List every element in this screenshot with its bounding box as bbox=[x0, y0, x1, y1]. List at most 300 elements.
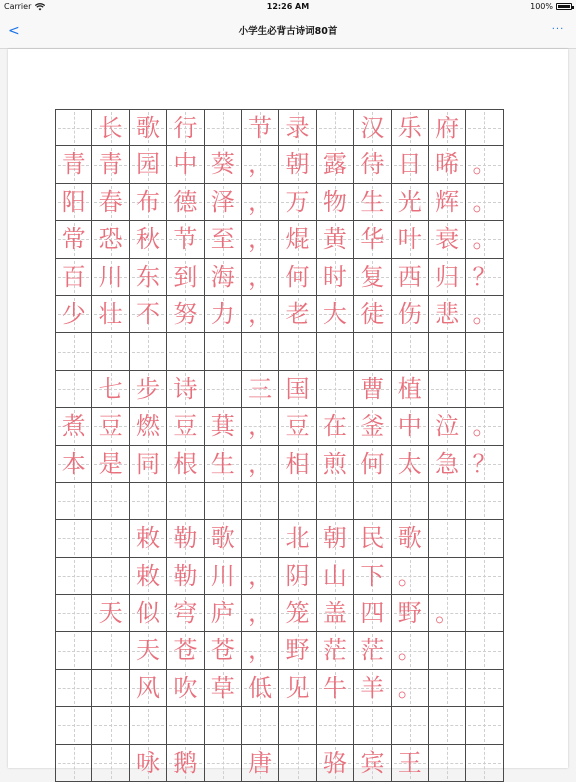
grid-cell bbox=[205, 520, 242, 557]
practice-sheet[interactable] bbox=[8, 49, 568, 777]
cell-character: 青 bbox=[98, 150, 123, 179]
grid-cell bbox=[317, 259, 354, 296]
grid-cell bbox=[92, 595, 129, 632]
grid-cell bbox=[429, 558, 466, 595]
grid-cell bbox=[429, 745, 466, 782]
cell-character: 野 bbox=[397, 599, 422, 628]
carrier-label: Carrier bbox=[4, 2, 32, 11]
cell-character: 恐 bbox=[98, 225, 123, 254]
cell-character: 物 bbox=[322, 187, 347, 216]
cell-character: 急 bbox=[435, 449, 460, 478]
grid-cell bbox=[92, 707, 129, 744]
grid-cell bbox=[466, 446, 503, 483]
grid-cell bbox=[354, 146, 391, 183]
grid-cell bbox=[317, 745, 354, 782]
grid-cell bbox=[354, 371, 391, 408]
cell-character: 光 bbox=[397, 187, 422, 216]
cell-character: 朝 bbox=[285, 150, 310, 179]
grid-cell bbox=[354, 408, 391, 445]
grid-cell bbox=[392, 146, 429, 183]
grid-cell bbox=[92, 446, 129, 483]
grid-cell bbox=[205, 408, 242, 445]
cell-character: 生 bbox=[360, 187, 385, 216]
cell-character: 煮 bbox=[61, 412, 86, 441]
cell-character: 勒 bbox=[173, 524, 198, 553]
grid-cell bbox=[167, 221, 204, 258]
cell-character: 老 bbox=[285, 299, 310, 328]
cell-character: 川 bbox=[210, 561, 235, 590]
cell-character: 春 bbox=[98, 187, 123, 216]
grid-cell bbox=[242, 632, 279, 669]
cell-character: 同 bbox=[135, 449, 160, 478]
cell-character: 煎 bbox=[322, 449, 347, 478]
grid-cell bbox=[92, 371, 129, 408]
cell-character: ， bbox=[248, 599, 273, 628]
cell-character: 民 bbox=[360, 524, 385, 553]
grid-cell bbox=[167, 408, 204, 445]
grid-cell bbox=[242, 109, 279, 146]
grid-cell bbox=[55, 707, 92, 744]
grid-cell bbox=[429, 259, 466, 296]
grid-cell bbox=[392, 259, 429, 296]
grid-cell bbox=[92, 259, 129, 296]
cell-character: ？ bbox=[472, 262, 497, 291]
grid-cell bbox=[130, 520, 167, 557]
grid-cell bbox=[429, 371, 466, 408]
grid-cell bbox=[429, 184, 466, 221]
grid-cell bbox=[130, 333, 167, 370]
grid-cell bbox=[130, 558, 167, 595]
cell-character: 唐 bbox=[248, 748, 273, 777]
cell-character: 燃 bbox=[135, 412, 160, 441]
grid-cell bbox=[242, 221, 279, 258]
status-time: 12:26 AM bbox=[266, 2, 310, 11]
cell-character: 国 bbox=[285, 374, 310, 403]
grid-cell bbox=[205, 595, 242, 632]
cell-character: 本 bbox=[61, 449, 86, 478]
cell-character: 歌 bbox=[135, 114, 160, 142]
cell-character: 苍 bbox=[173, 636, 198, 665]
cell-character: 天 bbox=[135, 636, 160, 665]
grid-cell bbox=[55, 109, 92, 146]
grid-cell bbox=[55, 520, 92, 557]
grid-cell bbox=[92, 670, 129, 707]
grid-cell bbox=[392, 446, 429, 483]
grid-cell bbox=[167, 296, 204, 333]
cell-character: 见 bbox=[285, 673, 310, 702]
grid-cell bbox=[242, 259, 279, 296]
grid-cell bbox=[92, 745, 129, 782]
grid-cell bbox=[317, 296, 354, 333]
cell-character: 悲 bbox=[435, 299, 460, 328]
grid-cell bbox=[130, 109, 167, 146]
grid-cell bbox=[55, 745, 92, 782]
cell-character: 伤 bbox=[397, 299, 422, 328]
grid-cell bbox=[279, 446, 316, 483]
cell-character: 草 bbox=[210, 673, 235, 702]
cell-character: ， bbox=[248, 449, 273, 478]
grid-cell bbox=[130, 595, 167, 632]
cell-character: 大 bbox=[322, 299, 347, 328]
grid-cell bbox=[130, 632, 167, 669]
cell-character: 。 bbox=[472, 299, 497, 328]
grid-cell bbox=[317, 184, 354, 221]
grid-cell bbox=[167, 670, 204, 707]
cell-character: ， bbox=[248, 561, 273, 590]
cell-character: 百 bbox=[61, 262, 86, 291]
grid-cell bbox=[167, 707, 204, 744]
grid-cell bbox=[466, 707, 503, 744]
calligraphy-grid bbox=[55, 109, 504, 782]
grid-cell bbox=[55, 446, 92, 483]
grid-cell bbox=[279, 221, 316, 258]
grid-cell bbox=[130, 221, 167, 258]
grid-cell bbox=[130, 670, 167, 707]
grid-cell bbox=[392, 595, 429, 632]
grid-cell bbox=[242, 333, 279, 370]
grid-cell bbox=[317, 632, 354, 669]
cell-character: 府 bbox=[435, 114, 460, 142]
grid-cell bbox=[55, 595, 92, 632]
cell-character: 是 bbox=[98, 449, 123, 478]
cell-character: 万 bbox=[285, 187, 310, 216]
cell-character: 茫 bbox=[360, 636, 385, 665]
grid-cell bbox=[354, 221, 391, 258]
grid-cell bbox=[130, 446, 167, 483]
grid-cell bbox=[167, 632, 204, 669]
cell-character: 行 bbox=[173, 114, 198, 142]
cell-character: 歌 bbox=[397, 524, 422, 553]
grid-cell bbox=[392, 483, 429, 520]
grid-cell bbox=[429, 632, 466, 669]
cell-character: 不 bbox=[135, 299, 160, 328]
cell-character: 时 bbox=[322, 262, 347, 291]
grid-cell bbox=[466, 371, 503, 408]
cell-character: 歌 bbox=[210, 524, 235, 553]
cell-character: 三 bbox=[248, 374, 273, 403]
cell-character: 四 bbox=[360, 599, 385, 628]
grid-cell bbox=[167, 109, 204, 146]
grid-cell bbox=[317, 558, 354, 595]
grid-cell bbox=[466, 333, 503, 370]
grid-cell bbox=[317, 707, 354, 744]
grid-cell bbox=[205, 333, 242, 370]
grid-cell bbox=[242, 296, 279, 333]
grid-cell bbox=[205, 446, 242, 483]
cell-character: 秋 bbox=[135, 225, 160, 254]
cell-character: 。 bbox=[472, 150, 497, 179]
grid-cell bbox=[279, 259, 316, 296]
grid-cell bbox=[167, 371, 204, 408]
grid-cell bbox=[92, 146, 129, 183]
cell-character: 曹 bbox=[360, 374, 385, 403]
grid-cell bbox=[167, 184, 204, 221]
grid-cell bbox=[392, 408, 429, 445]
grid-cell bbox=[167, 333, 204, 370]
grid-cell bbox=[242, 595, 279, 632]
grid-cell bbox=[242, 707, 279, 744]
cell-character: 豆 bbox=[285, 412, 310, 441]
cell-character: 。 bbox=[472, 187, 497, 216]
cell-character: 常 bbox=[61, 225, 86, 254]
grid-cell bbox=[55, 296, 92, 333]
grid-cell bbox=[429, 670, 466, 707]
grid-cell bbox=[466, 483, 503, 520]
cell-character: 阴 bbox=[285, 561, 310, 590]
grid-cell bbox=[354, 483, 391, 520]
cell-character: 天 bbox=[98, 599, 123, 628]
cell-character: 何 bbox=[285, 262, 310, 291]
battery-group bbox=[530, 2, 572, 11]
cell-character: 布 bbox=[135, 187, 160, 216]
grid-cell bbox=[466, 632, 503, 669]
cell-character: 羊 bbox=[360, 673, 385, 702]
grid-cell bbox=[392, 184, 429, 221]
cell-character: 衰 bbox=[435, 225, 460, 254]
cell-character: 海 bbox=[210, 262, 235, 291]
grid-cell bbox=[242, 371, 279, 408]
grid-cell bbox=[354, 109, 391, 146]
cell-character: 归 bbox=[435, 262, 460, 291]
cell-character: 园 bbox=[135, 150, 160, 179]
cell-character: 宾 bbox=[360, 748, 385, 777]
grid-cell bbox=[55, 184, 92, 221]
grid-cell bbox=[55, 221, 92, 258]
grid-cell bbox=[130, 296, 167, 333]
cell-character: 壮 bbox=[98, 299, 123, 328]
grid-cell bbox=[92, 221, 129, 258]
grid-cell bbox=[205, 146, 242, 183]
grid-cell bbox=[92, 333, 129, 370]
cell-character: ， bbox=[248, 187, 273, 216]
grid-cell bbox=[317, 146, 354, 183]
cell-character: 。 bbox=[397, 673, 422, 702]
grid-cell bbox=[55, 483, 92, 520]
cell-character: 笼 bbox=[285, 599, 310, 628]
grid-cell bbox=[392, 296, 429, 333]
grid-cell bbox=[92, 520, 129, 557]
grid-cell bbox=[429, 333, 466, 370]
cell-character: 庐 bbox=[210, 599, 235, 628]
grid-cell bbox=[354, 558, 391, 595]
grid-cell bbox=[392, 221, 429, 258]
grid-cell bbox=[466, 408, 503, 445]
cell-character: 到 bbox=[173, 262, 198, 291]
grid-cell bbox=[205, 670, 242, 707]
grid-cell bbox=[92, 483, 129, 520]
grid-cell bbox=[55, 670, 92, 707]
grid-cell bbox=[429, 483, 466, 520]
cell-character: ， bbox=[248, 150, 273, 179]
more-dots-icon: ··· bbox=[551, 24, 565, 35]
battery-percent: 100% bbox=[530, 2, 553, 11]
back-chevron-icon: < bbox=[8, 23, 20, 39]
grid-cell bbox=[354, 184, 391, 221]
cell-character: 。 bbox=[397, 636, 422, 665]
grid-cell bbox=[317, 109, 354, 146]
cell-character: 生 bbox=[210, 449, 235, 478]
grid-cell bbox=[279, 333, 316, 370]
cell-character: 何 bbox=[360, 449, 385, 478]
cell-character: 骆 bbox=[322, 748, 347, 777]
grid-cell bbox=[279, 184, 316, 221]
cell-character: 青 bbox=[61, 150, 86, 179]
cell-character: ， bbox=[248, 299, 273, 328]
grid-cell bbox=[167, 146, 204, 183]
grid-cell bbox=[92, 408, 129, 445]
cell-character: 诗 bbox=[173, 374, 198, 403]
cell-character: 在 bbox=[322, 412, 347, 441]
grid-cell bbox=[429, 146, 466, 183]
grid-cell bbox=[205, 109, 242, 146]
grid-cell bbox=[205, 632, 242, 669]
cell-character: ， bbox=[248, 412, 273, 441]
grid-cell bbox=[279, 707, 316, 744]
cell-character: 德 bbox=[173, 187, 198, 216]
grid-cell bbox=[242, 483, 279, 520]
navigation-bar bbox=[0, 14, 576, 49]
cell-character: 露 bbox=[322, 150, 347, 179]
cell-character: 北 bbox=[285, 524, 310, 553]
grid-cell bbox=[279, 595, 316, 632]
grid-cell bbox=[167, 558, 204, 595]
grid-cell bbox=[167, 446, 204, 483]
cell-character: 。 bbox=[472, 225, 497, 254]
cell-character: 晞 bbox=[435, 150, 460, 179]
page-title: 小学生必背古诗词80首 bbox=[238, 26, 338, 37]
cell-character: 乐 bbox=[397, 114, 422, 142]
grid-cell bbox=[55, 259, 92, 296]
cell-character: 植 bbox=[397, 374, 422, 403]
grid-cell bbox=[466, 558, 503, 595]
cell-character: 穹 bbox=[173, 599, 198, 628]
cell-character: ？ bbox=[472, 449, 497, 478]
grid-cell bbox=[279, 296, 316, 333]
grid-cell bbox=[167, 259, 204, 296]
grid-cell bbox=[429, 408, 466, 445]
grid-cell bbox=[466, 109, 503, 146]
cell-character: 中 bbox=[173, 150, 198, 179]
grid-cell bbox=[242, 558, 279, 595]
grid-cell bbox=[354, 632, 391, 669]
cell-character: 似 bbox=[135, 599, 160, 628]
cell-character: 盖 bbox=[322, 599, 347, 628]
cell-character: 东 bbox=[135, 262, 160, 291]
grid-cell bbox=[205, 558, 242, 595]
cell-character: 。 bbox=[435, 599, 460, 628]
more-button[interactable] bbox=[548, 22, 568, 40]
grid-cell bbox=[317, 446, 354, 483]
grid-cell bbox=[466, 595, 503, 632]
grid-cell bbox=[317, 670, 354, 707]
cell-character: ， bbox=[248, 262, 273, 291]
grid-cell bbox=[279, 632, 316, 669]
grid-cell bbox=[205, 707, 242, 744]
cell-character: 七 bbox=[98, 374, 123, 403]
grid-cell bbox=[392, 670, 429, 707]
grid-cell bbox=[205, 296, 242, 333]
grid-cell bbox=[205, 483, 242, 520]
grid-cell bbox=[392, 632, 429, 669]
cell-character: ， bbox=[248, 225, 273, 254]
grid-cell bbox=[466, 296, 503, 333]
grid-cell bbox=[354, 670, 391, 707]
cell-character: 中 bbox=[397, 412, 422, 441]
grid-cell bbox=[279, 408, 316, 445]
cell-character: 豆 bbox=[173, 412, 198, 441]
cell-character: 低 bbox=[248, 673, 273, 702]
grid-cell bbox=[205, 745, 242, 782]
grid-cell bbox=[392, 745, 429, 782]
grid-cell bbox=[354, 446, 391, 483]
cell-character: 相 bbox=[285, 449, 310, 478]
cell-character: 复 bbox=[360, 262, 385, 291]
grid-cell bbox=[354, 595, 391, 632]
cell-character: 豆 bbox=[98, 412, 123, 441]
grid-cell bbox=[55, 632, 92, 669]
grid-cell bbox=[130, 371, 167, 408]
grid-cell bbox=[55, 558, 92, 595]
grid-cell bbox=[130, 259, 167, 296]
cell-character: 叶 bbox=[397, 225, 422, 254]
grid-cell bbox=[130, 146, 167, 183]
grid-cell bbox=[317, 483, 354, 520]
grid-cell bbox=[354, 333, 391, 370]
grid-cell bbox=[92, 296, 129, 333]
grid-cell bbox=[242, 146, 279, 183]
grid-cell bbox=[279, 483, 316, 520]
cell-character: 节 bbox=[173, 225, 198, 254]
grid-cell bbox=[279, 745, 316, 782]
grid-cell bbox=[466, 259, 503, 296]
grid-cell bbox=[279, 670, 316, 707]
cell-character: 节 bbox=[248, 114, 273, 142]
cell-character: 力 bbox=[210, 299, 235, 328]
cell-character: 汉 bbox=[360, 114, 385, 142]
cell-character: 辉 bbox=[435, 187, 460, 216]
cell-character: 黄 bbox=[322, 225, 347, 254]
cell-character: 牛 bbox=[322, 673, 347, 702]
cell-character: 根 bbox=[173, 449, 198, 478]
grid-cell bbox=[466, 745, 503, 782]
grid-cell bbox=[392, 707, 429, 744]
grid-cell bbox=[279, 371, 316, 408]
grid-cell bbox=[205, 259, 242, 296]
cell-character: 王 bbox=[397, 748, 422, 777]
grid-cell bbox=[55, 371, 92, 408]
grid-cell bbox=[55, 408, 92, 445]
cell-character: 野 bbox=[285, 636, 310, 665]
grid-cell bbox=[466, 221, 503, 258]
cell-character: 朝 bbox=[322, 524, 347, 553]
grid-cell bbox=[429, 595, 466, 632]
grid-cell bbox=[92, 632, 129, 669]
cell-character: 。 bbox=[472, 412, 497, 441]
grid-cell bbox=[92, 109, 129, 146]
grid-cell bbox=[392, 333, 429, 370]
grid-cell bbox=[392, 520, 429, 557]
grid-cell bbox=[317, 371, 354, 408]
cell-character: 鹅 bbox=[173, 748, 198, 777]
grid-cell bbox=[55, 333, 92, 370]
grid-cell bbox=[279, 558, 316, 595]
grid-cell bbox=[130, 707, 167, 744]
cell-character: 川 bbox=[98, 262, 123, 291]
cell-character: 阳 bbox=[61, 187, 86, 216]
grid-cell bbox=[429, 109, 466, 146]
grid-cell bbox=[317, 408, 354, 445]
grid-cell bbox=[130, 408, 167, 445]
